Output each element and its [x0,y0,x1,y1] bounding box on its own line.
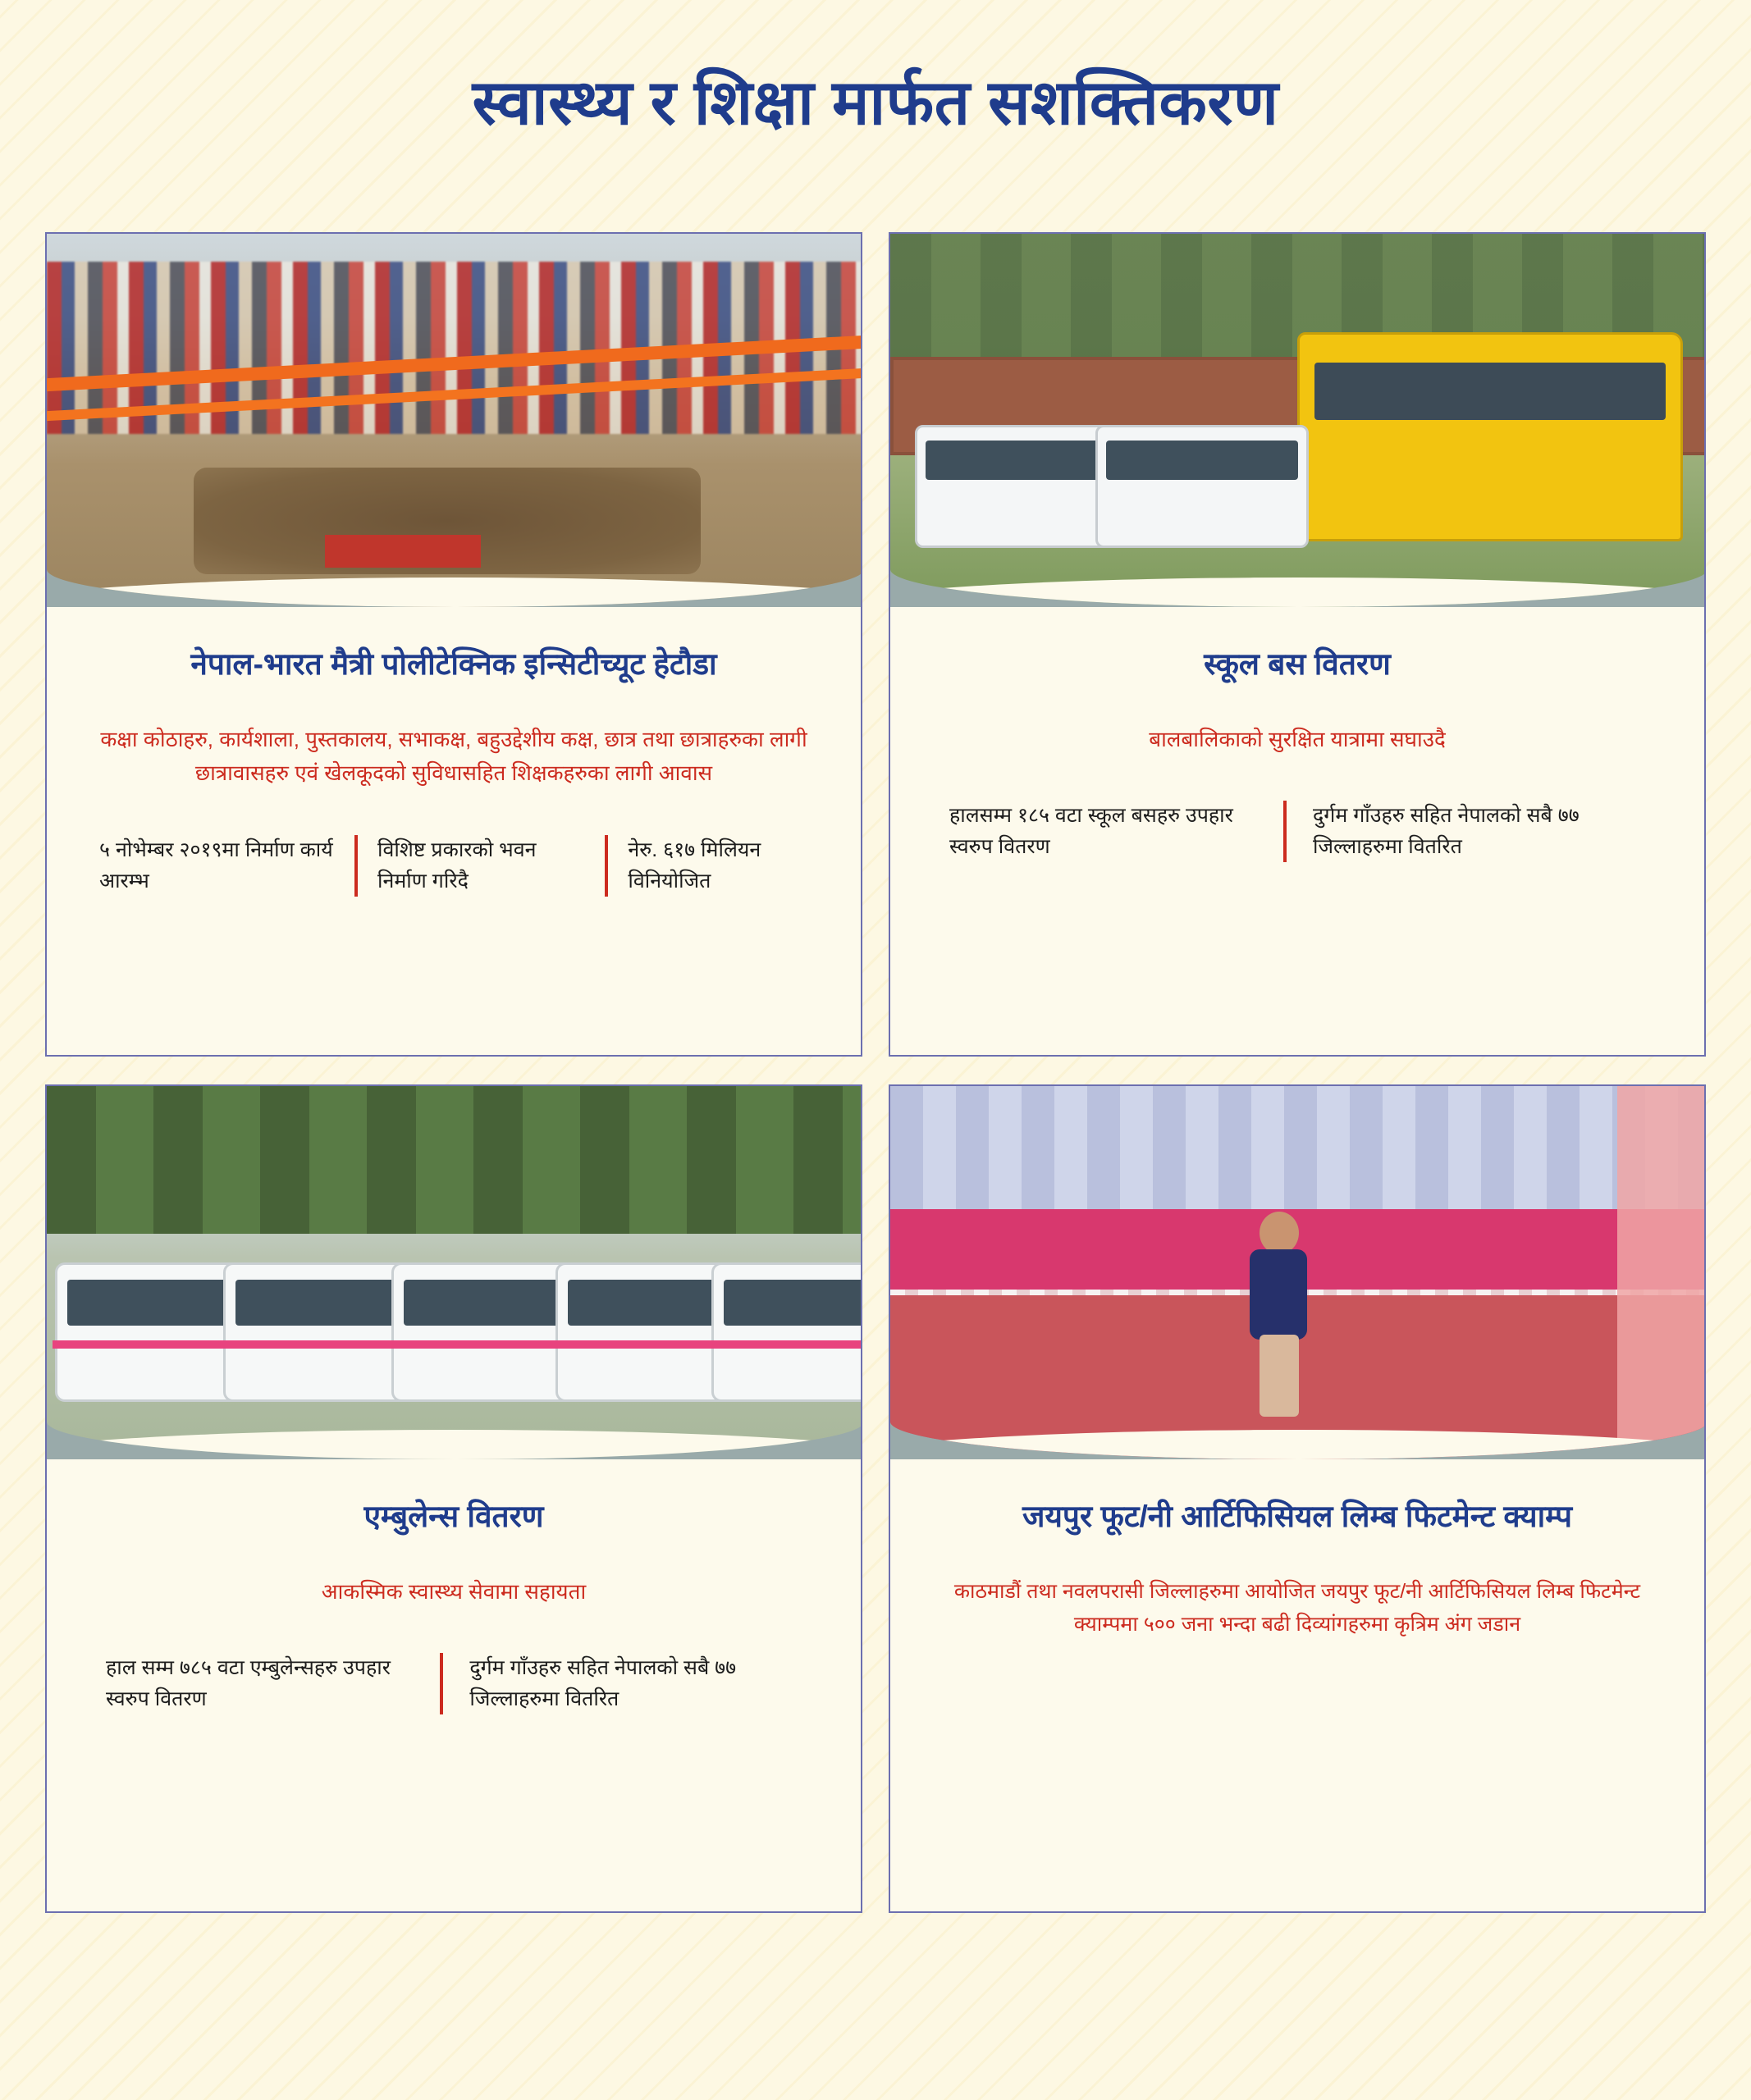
fact-item: ५ नोभेम्बर २०१९मा निर्माण कार्य आरम्भ [99,838,333,892]
card-grid [45,232,1706,1913]
foundation-stone-ceremony-photo [47,234,862,607]
card-facts [80,1653,828,1714]
card-school-bus [889,232,1706,1057]
ambulance-fleet-photo [47,1086,862,1459]
card-facts [923,801,1671,862]
artificial-limb-camp-photo [890,1086,1706,1459]
card-subtitle: काठमाडौं तथा नवलपरासी जिल्लाहरुमा आयोजित जयपुर फूट/नी आर्टिफिसियल लिम्ब फिटमेन्ट क्याम्पमा ५०० जना भन्दा बढी दिव्यांगहरुमा कृत्रिम अंग जडान [953,1579,1641,1636]
fact-item: दुर्गम गाँउहरु सहित नेपालको सबै ७७ जिल्लाहरुमा वितरित [440,1653,828,1714]
card-polytechnic [45,232,862,1057]
card-jaipur-foot [889,1084,1706,1913]
card-heading: स्कूल बस वितरण [1204,647,1391,681]
fact-item: दुर्गम गाँउहरु सहित नेपालको सबै ७७ जिल्लाहरुमा वितरित [1283,801,1671,862]
card-subtitle: बालबालिकाको सुरक्षित यात्रामा सघाउदै [1149,726,1446,751]
card-ambulance [45,1084,862,1913]
fact-item: हाल सम्म ७८५ वटा एम्बुलेन्सहरु उपहार स्वरुप वितरण [106,1656,391,1710]
card-facts [80,835,828,897]
fact-item: हालसम्म १८५ वटा स्कूल बसहरु उपहार स्वरुप वितरण [949,804,1233,858]
card-heading: जयपुर फूट/नी आर्टिफिसियल लिम्ब फिटमेन्ट क्याम्प [1022,1500,1572,1533]
fact-item: नेरु. ६१७ मिलियन विनियोजित [605,835,828,897]
page-title: स्वास्थ्य र शिक्षा मार्फत सशक्तिकरण [472,68,1279,138]
school-bus-and-ambulances-photo [890,234,1706,607]
card-heading: नेपाल-भारत मैत्री पोलीटेक्निक इन्सिटीच्यूट हेटौडा [190,647,717,681]
card-subtitle: आकस्मिक स्वास्थ्य सेवामा सहायता [321,1578,587,1604]
fact-item: विशिष्ट प्रकारको भवन निर्माण गरिदै [354,835,605,897]
card-heading: एम्बुलेन्स वितरण [363,1500,544,1533]
card-subtitle: कक्षा कोठाहरु, कार्यशाला, पुस्तकालय, सभाकक्ष, बहुउद्देशीय कक्ष, छात्र तथा छात्राहरुका लागी छात्रावासहरु एवं खेलकूदको सुविधासहित शिक्षकहरुका लागी आवास [100,726,807,786]
